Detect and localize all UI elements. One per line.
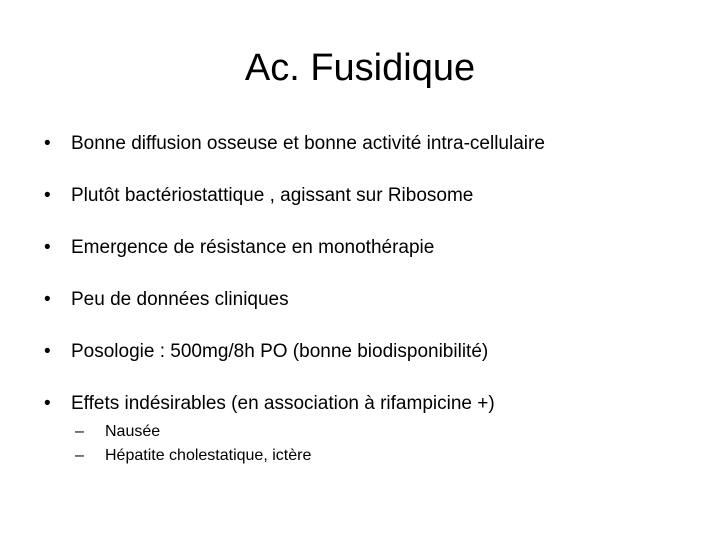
bullet-item <box>44 130 704 158</box>
sub-bullet-list <box>71 420 704 468</box>
bullet-item <box>44 286 704 314</box>
bullet-item <box>44 182 704 210</box>
sub-bullet-item <box>75 444 704 468</box>
sub-bullet-text: Hépatite cholestatique, ictère <box>105 447 312 464</box>
bullet-text: Effets indésirables (en association à rifampicine +) <box>71 393 495 414</box>
bullet-marker: • <box>44 185 51 206</box>
bullet-text: Plutôt bactériostattique , agissant sur Ribosome <box>71 185 474 206</box>
sub-bullet-marker: – <box>75 447 84 464</box>
bullet-marker: • <box>44 133 51 154</box>
bullet-marker: • <box>44 289 51 310</box>
bullet-marker: • <box>44 237 51 258</box>
slide-title: Ac. Fusidique <box>244 47 476 89</box>
bullet-item <box>44 390 704 468</box>
bullet-text: Posologie : 500mg/8h PO (bonne biodisponibilité) <box>71 341 489 362</box>
bullet-text: Emergence de résistance en monothérapie <box>71 237 435 258</box>
bullet-item <box>44 338 704 366</box>
bullet-text: Peu de données cliniques <box>71 289 289 310</box>
bullet-item <box>44 234 704 262</box>
sub-bullet-item <box>75 420 704 444</box>
sub-bullet-marker: – <box>75 423 84 440</box>
sub-bullet-text: Nausée <box>105 423 161 440</box>
bullet-list <box>44 130 704 492</box>
bullet-text: Bonne diffusion osseuse et bonne activité intra-cellulaire <box>71 133 545 154</box>
bullet-marker: • <box>44 341 51 362</box>
bullet-marker: • <box>44 393 51 414</box>
